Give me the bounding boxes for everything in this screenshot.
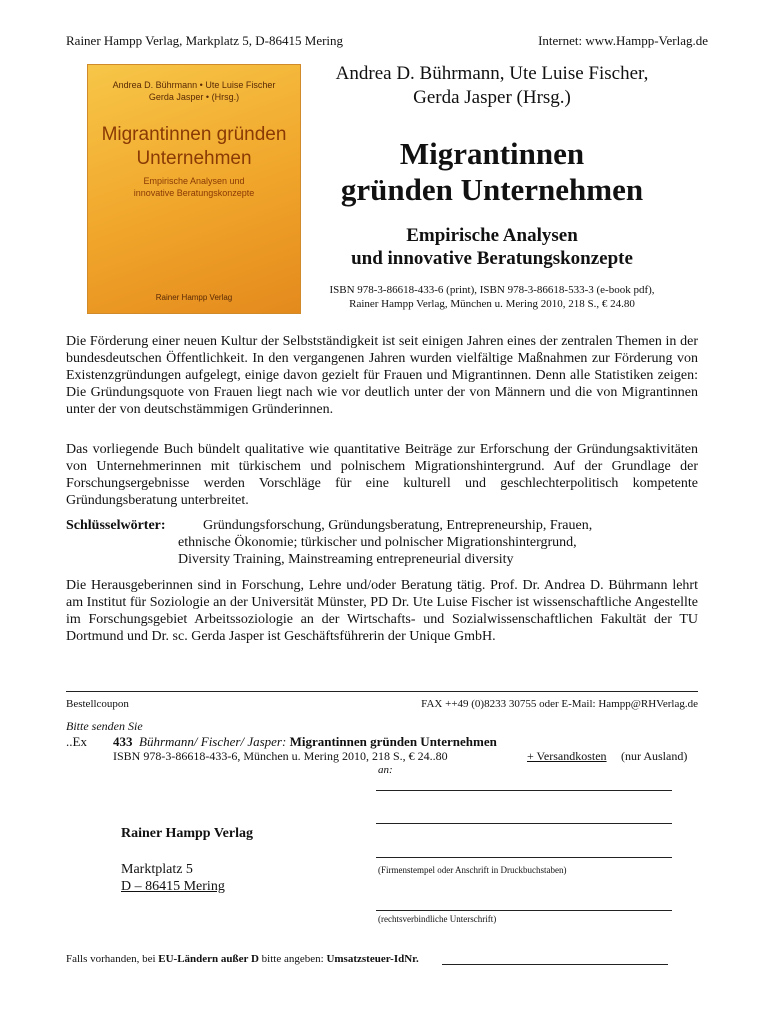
shipping-note: (nur Ausland): [621, 749, 688, 763]
book-cover-image: [87, 64, 301, 314]
cover-authors: Andrea D. Bührmann • Ute Luise Fischer Gerda Jasper • (Hrsg.): [112, 80, 276, 102]
cover-title: Migrantinnen gründen Unternehmen: [101, 124, 287, 169]
address-line-1[interactable]: [376, 790, 672, 791]
order-isbn: ISBN 978-3-86618-433-6, München u. Mering 2010, 218 S., € 24..80: [113, 749, 448, 763]
description-paragraph-2: Das vorliegende Buch bündelt qualitative wie quantitative Beiträge zur Erforschung der Gründungsaktivitäten von Unternehmerinnen mit türkischem und polnischem Migrationshintergrund. Auf der Grundlage der Forschungsergebnisse werden Vorschläge für eine kulturell und geschlechterpolitisch kompetente Gründungsberatung unterbreitet.: [66, 442, 698, 508]
book-title: Migrantinnen gründen Unternehmen: [340, 136, 644, 207]
cover-subtitle: Empirische Analysen und innovative Beratungskonzepte: [133, 176, 255, 198]
order-line: [113, 734, 497, 750]
address-line-3[interactable]: [376, 857, 672, 858]
shipping-costs: + Versandkosten: [527, 749, 607, 763]
coupon-divider: [66, 691, 698, 692]
coupon-label: Bestellcoupon: [66, 698, 129, 710]
publisher-name: Rainer Hampp Verlag: [121, 826, 253, 841]
editors-paragraph: Die Herausgeberinnen sind in Forschung, Lehre und/oder Beratung tätig. Prof. Dr. Andrea D. Bührmann lehrt am Institut für Soziologie an der Universität Münster, PD Dr. Ute Luise Fischer ist wissenschaftliche Angestellte im Forschungsgebiet Arbeitssoziologie an der Wirtschafts- und Sozialwissenschaftlichen Fakultät der TU Dortmund und Dr. sc. Gerda Jasper ist Geschäftsführerin der Unique GmbH.: [66, 578, 698, 644]
header-address: Rainer Hampp Verlag, Markplatz 5, D-86415 Mering: [66, 33, 344, 48]
signature-caption: (rechtsverbindliche Unterschrift): [378, 914, 497, 924]
description-paragraph-1: Die Förderung einer neuen Kultur der Selbstständigkeit ist seit einigen Jahren eines der zentralen Themen in der bundesdeutschen Öffentlichkeit. In den vergangenen Jahren wurden vielfältige Maßnahmen zur Förderung von Existenzgründungen aufgelegt, einige davon gezielt für Frauen und Migrantinnen. Denn alle Statistiken zeigen: Die Gründungsquote von Frauen liegt nach wie vor deutlich unter der von Männern und die von Migrantinnen unter der von deutschstämmigen Gründerinnen.: [66, 334, 698, 417]
order-authors: Bührmann/ Fischer/ Jasper:: [139, 734, 287, 749]
coupon-fax-email: FAX ++49 (0)8233 30755 oder E-Mail: Hampp@RHVerlag.de: [421, 698, 698, 710]
order-quantity: ..Ex: [66, 734, 87, 749]
cover-publisher: Rainer Hampp Verlag: [155, 293, 233, 302]
order-number: 433: [113, 734, 133, 749]
publisher-street: Marktplatz 5: [121, 862, 193, 877]
stamp-caption: (Firmenstempel oder Anschrift in Druckbuchstaben): [378, 865, 567, 875]
book-authors: Andrea D. Bührmann, Ute Luise Fischer, Gerda Jasper (Hrsg.): [335, 63, 649, 108]
book-subtitle: Empirische Analysen und innovative Beratungskonzepte: [351, 225, 633, 269]
vat-request: Falls vorhanden, bei EU-Ländern außer D bitte angeben: Umsatzsteuer-IdNr.: [66, 953, 419, 965]
keywords-label: Schlüsselwörter:: [66, 518, 166, 533]
vat-id-line[interactable]: [442, 964, 668, 965]
to-label: an:: [378, 764, 393, 776]
address-line-2[interactable]: [376, 823, 672, 824]
header-website: Internet: www.Hampp-Verlag.de: [538, 33, 708, 48]
order-title: Migrantinnen gründen Unternehmen: [289, 734, 497, 749]
signature-line[interactable]: [376, 910, 672, 911]
keywords-list: Gründungsforschung, Gründungsberatung, Entrepreneurship, Frauen, ethnische Ökonomie; türkischer und polnischer Migrationshintergrund, Diversity Training, Mainstreaming entrepreneurial diversity: [178, 518, 593, 567]
publisher-city: D – 86415 Mering: [121, 879, 225, 894]
book-isbn: ISBN 978-3-86618-433-6 (print), ISBN 978-3-86618-533-3 (e-book pdf), Rainer Hampp Verlag, München u. Mering 2010, 218 S., € 24.80: [329, 284, 655, 310]
send-to-label: Bitte senden Sie: [66, 719, 143, 733]
